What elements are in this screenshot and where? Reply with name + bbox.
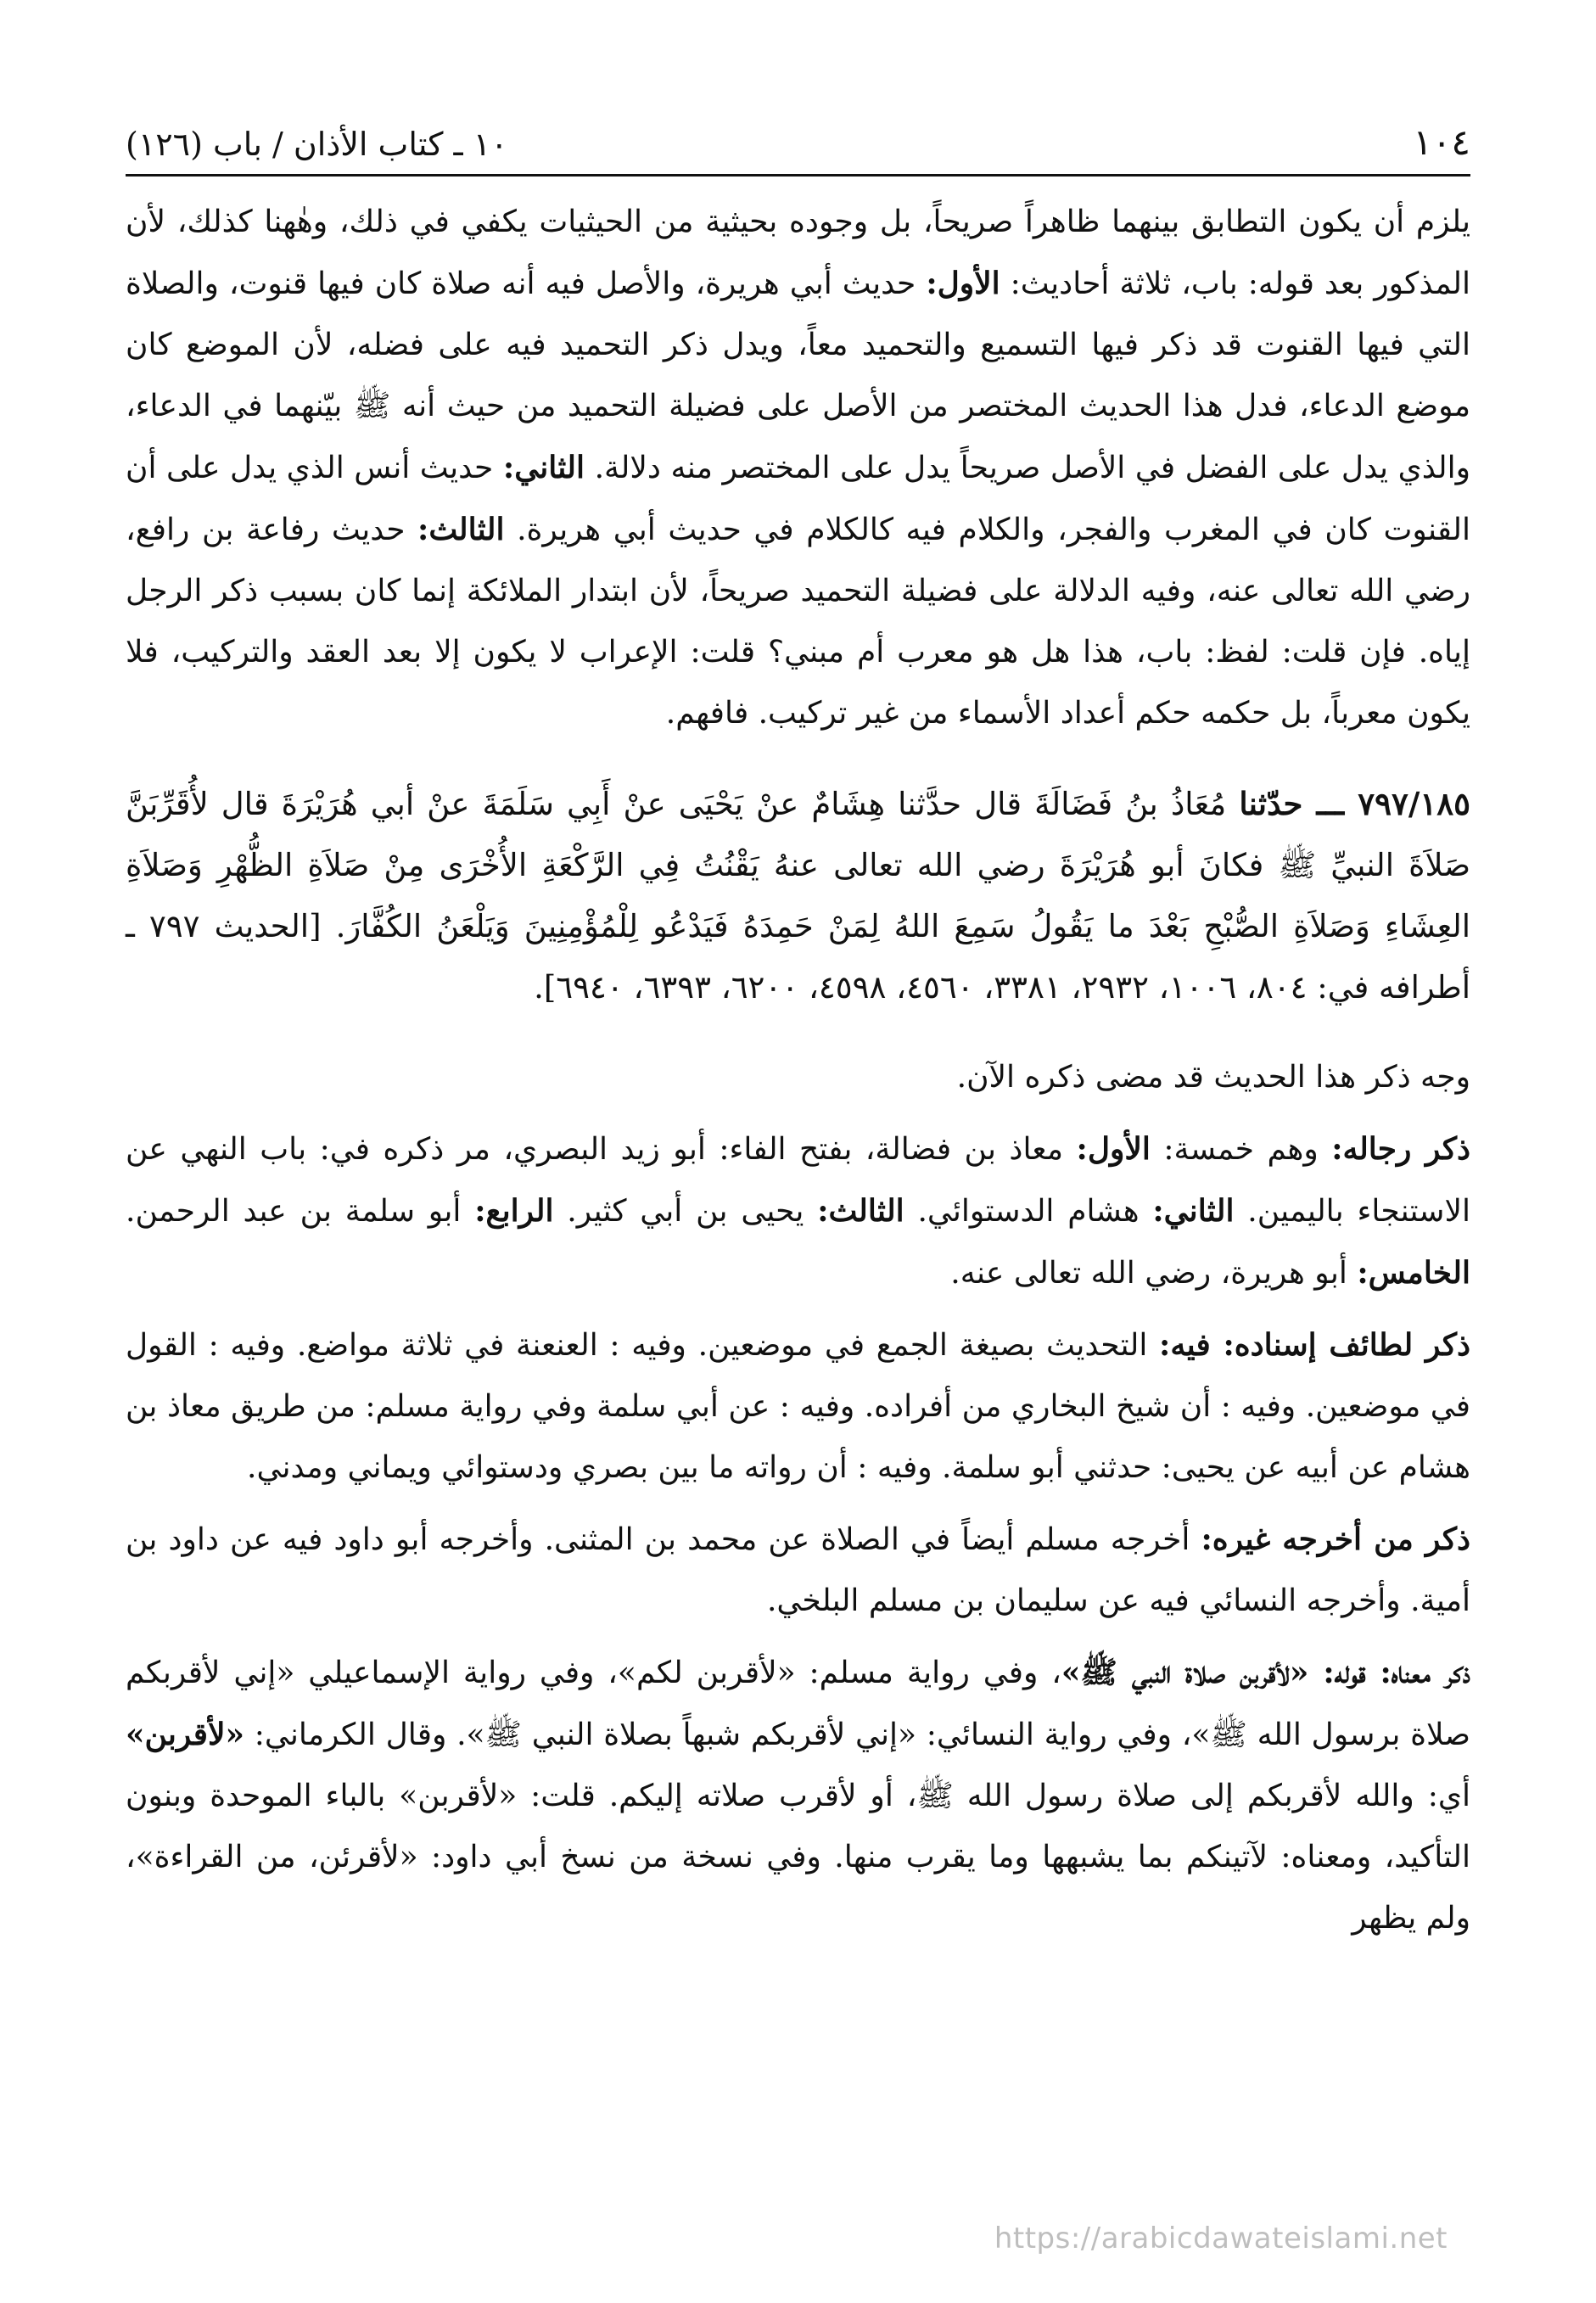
text-run: حديث أبي هريرة، والأصل فيه أنه صلاة كان فيها قنوت، والصلاة التي فيها القنوت قد ذكر فيها التسميع والتحميد معاً، ويدل ذكر التحميد فيه على فضله، لأن الموضع كان موضع الدعاء، فدل هذا الحديث المختصر من الأصل على فضيلة التحميد من حيث أنه ﷺ بيّنهما في الدعاء، والذي يدل على الفضل في الأصل صريحاً يدل على المختصر منه دلالة. <box>126 266 1471 485</box>
hadith-body: مُعَاذُ بنُ فَضَالَةَ قال حدَّثنا هِشَامٌ عنْ يَحْيَى عنْ أَبِي سَلَمَةَ عنْ أبي هُرَيْرَةَ قال لأُقَرِّبَنَّ صَلاَةَ النبيِّ ﷺ فكانَ أبو هُرَيْرَةَ رضي الله تعالى عنهُ يَقْنُتُ فِي الرَّكْعَةِ الأُخْرَى مِنْ صَلاَةِ الظُّهْرِ وَصَلاَةِ العِشَاءِ وَصَلاَةِ الصُّبْحِ بَعْدَ ما يَقُولُ سَمِعَ اللهُ لِمَنْ حَمِدَهُ فَيَدْعُو لِلْمُؤْمِنِينَ وَيَلْعَنُ الكُفَّارَ. [الحديث ٧٩٧ ـ أطرافه في: ٨٠٤، ١٠٠٦، ٢٩٣٢، ٣٣٨١، ٤٥٦٠، ٤٥٩٨، ٦٢٠٠، ٦٣٩٣، ٦٩٤٠]. <box>126 786 1470 1006</box>
section-heading: ذكر معناه: <box>1380 1655 1471 1690</box>
page-body <box>126 192 1470 1949</box>
text-run: ، وفي رواية مسلم: «لأقربن لكم»، وفي رواية الإسماعيلي «إني لأقربكم صلاة برسول الله ﷺ»، وفي رواية النسائي: «إني لأقربكم شبهاً بصلاة النبي ﷺ». وقال الكرماني: <box>126 1656 1470 1752</box>
section-heading: ذكر من أخرجه غيره: <box>1201 1521 1470 1557</box>
label-second: الثاني: <box>1152 1193 1235 1229</box>
text-run: يحيى بن أبي كثير. <box>553 1194 818 1229</box>
text-run: هشام الدستوائي. <box>904 1194 1153 1229</box>
text-run: حديث أنس الذي يدل على أن القنوت كان في المغرب والفجر، والكلام فيه كالكلام في حديث أبي هريرة. <box>126 451 1470 547</box>
text-run: أبو هريرة، رضي الله تعالى عنه. <box>950 1256 1358 1291</box>
label-fourth: الرابع: <box>474 1193 554 1229</box>
label-third: الثالث: <box>417 512 505 547</box>
label-third: الثالث: <box>817 1193 904 1229</box>
section-heading: ذكر لطائف إسناده: <box>1223 1327 1470 1363</box>
text-run: يلزم أن يكون التطابق بينهما ظاهراً صريحاً، بل وجوده بحيثية من الحيثيات يكفي في ذلك، وهٰهنا كذلك، لأن المذكور بعد قوله: باب، ثلاثة أحاديث: <box>126 205 1471 301</box>
quoted-word: «لأقربن» <box>126 1717 245 1752</box>
text-run: أبو سلمة بن عبد الرحمن. <box>126 1194 475 1229</box>
hadith-number: ٧٩٧/١٨٥ <box>1358 785 1470 822</box>
text-run: التحديث بصيغة الجمع في موضعين. وفيه : العنعنة في ثلاثة مواضع. وفيه : القول في موضعين. وفيه : أن شيخ البخاري من أفراده. وفيه : عن أبي سلمة وفي رواية مسلم: من طريق معاذ بن هشام عن أبيه عن يحيى: حدثني أبو سلمة. وفيه : أن رواته ما بين بصري ودستوائي ويماني ومدني. <box>126 1328 1470 1485</box>
hadith-lead: حدّثنا <box>1239 785 1303 822</box>
intro-line: وجه ذكر هذا الحديث قد مضى ذكره الآن. <box>956 1060 1470 1095</box>
text-run: حديث رفاعة بن رافع، رضي الله تعالى عنه، وفيه الدلالة على فضيلة التحميد صريحاً، لأن ابتدار الملائكة إنما كان بسبب ذكر الرجل إياه. فإن قلت: لفظ: باب، هذا هل هو معرب أم مبني؟ قلت: الإعراب لا يكون إلا بعد العقد والتركيب، فلا يكون معرباً، بل حكمه حكم أعداد الأسماء من غير تركيب. فافهم. <box>126 513 1470 731</box>
section-heading: ذكر رجاله: <box>1331 1131 1470 1167</box>
section-lataif <box>126 1314 1470 1499</box>
label-second: الثاني: <box>502 450 585 485</box>
label-fihi: فيه: <box>1159 1327 1224 1363</box>
page-header <box>126 106 1470 177</box>
section-maana <box>126 1642 1470 1949</box>
hadith-separator: ـــ <box>1302 785 1358 822</box>
commentary-paragraph <box>126 192 1470 744</box>
running-title: ١٠ ـ كتاب الأذان / باب (١٢٦) <box>126 126 508 163</box>
label-fifth: الخامس: <box>1357 1255 1470 1291</box>
text-run: أخرجه مسلم أيضاً في الصلاة عن محمد بن المثنى. وأخرجه أبو داود فيه عن داود بن أمية. وأخرجه النسائي فيه عن سليمان بن مسلم البلخي. <box>126 1522 1470 1618</box>
section-akhraja <box>126 1509 1470 1632</box>
section-rijal <box>126 1118 1470 1304</box>
quoted-phrase: قوله: «لأقربن صلاة النبي ﷺ» <box>1061 1655 1380 1690</box>
text-run: معاذ بن فضالة، بفتح الفاء: أبو زيد البصري، مر ذكره في: باب النهي عن الاستنجاء باليمين. <box>126 1132 1471 1229</box>
label-first: الأول: <box>1076 1131 1151 1167</box>
text-run: وهم خمسة: <box>1150 1132 1332 1167</box>
hadith-text <box>126 773 1470 1018</box>
watermark-url: https://arabicdawateislami.net <box>994 2222 1448 2255</box>
page-number: ١٠٤ <box>1413 121 1470 163</box>
label-first: الأول: <box>926 266 1000 301</box>
text-run: أي: والله لأقربكم إلى صلاة رسول الله ﷺ، أو لأقرب صلاته إليكم. قلت: «لأقربن» بالباء الموحدة وبنون التأكيد، ومعناه: لآتينكم بما يشبهها وما يقرب منها. وفي نسخة من نسخ أبي داود: «لأقرئن، من القراءة»، ولم يظهر <box>126 1779 1470 1936</box>
